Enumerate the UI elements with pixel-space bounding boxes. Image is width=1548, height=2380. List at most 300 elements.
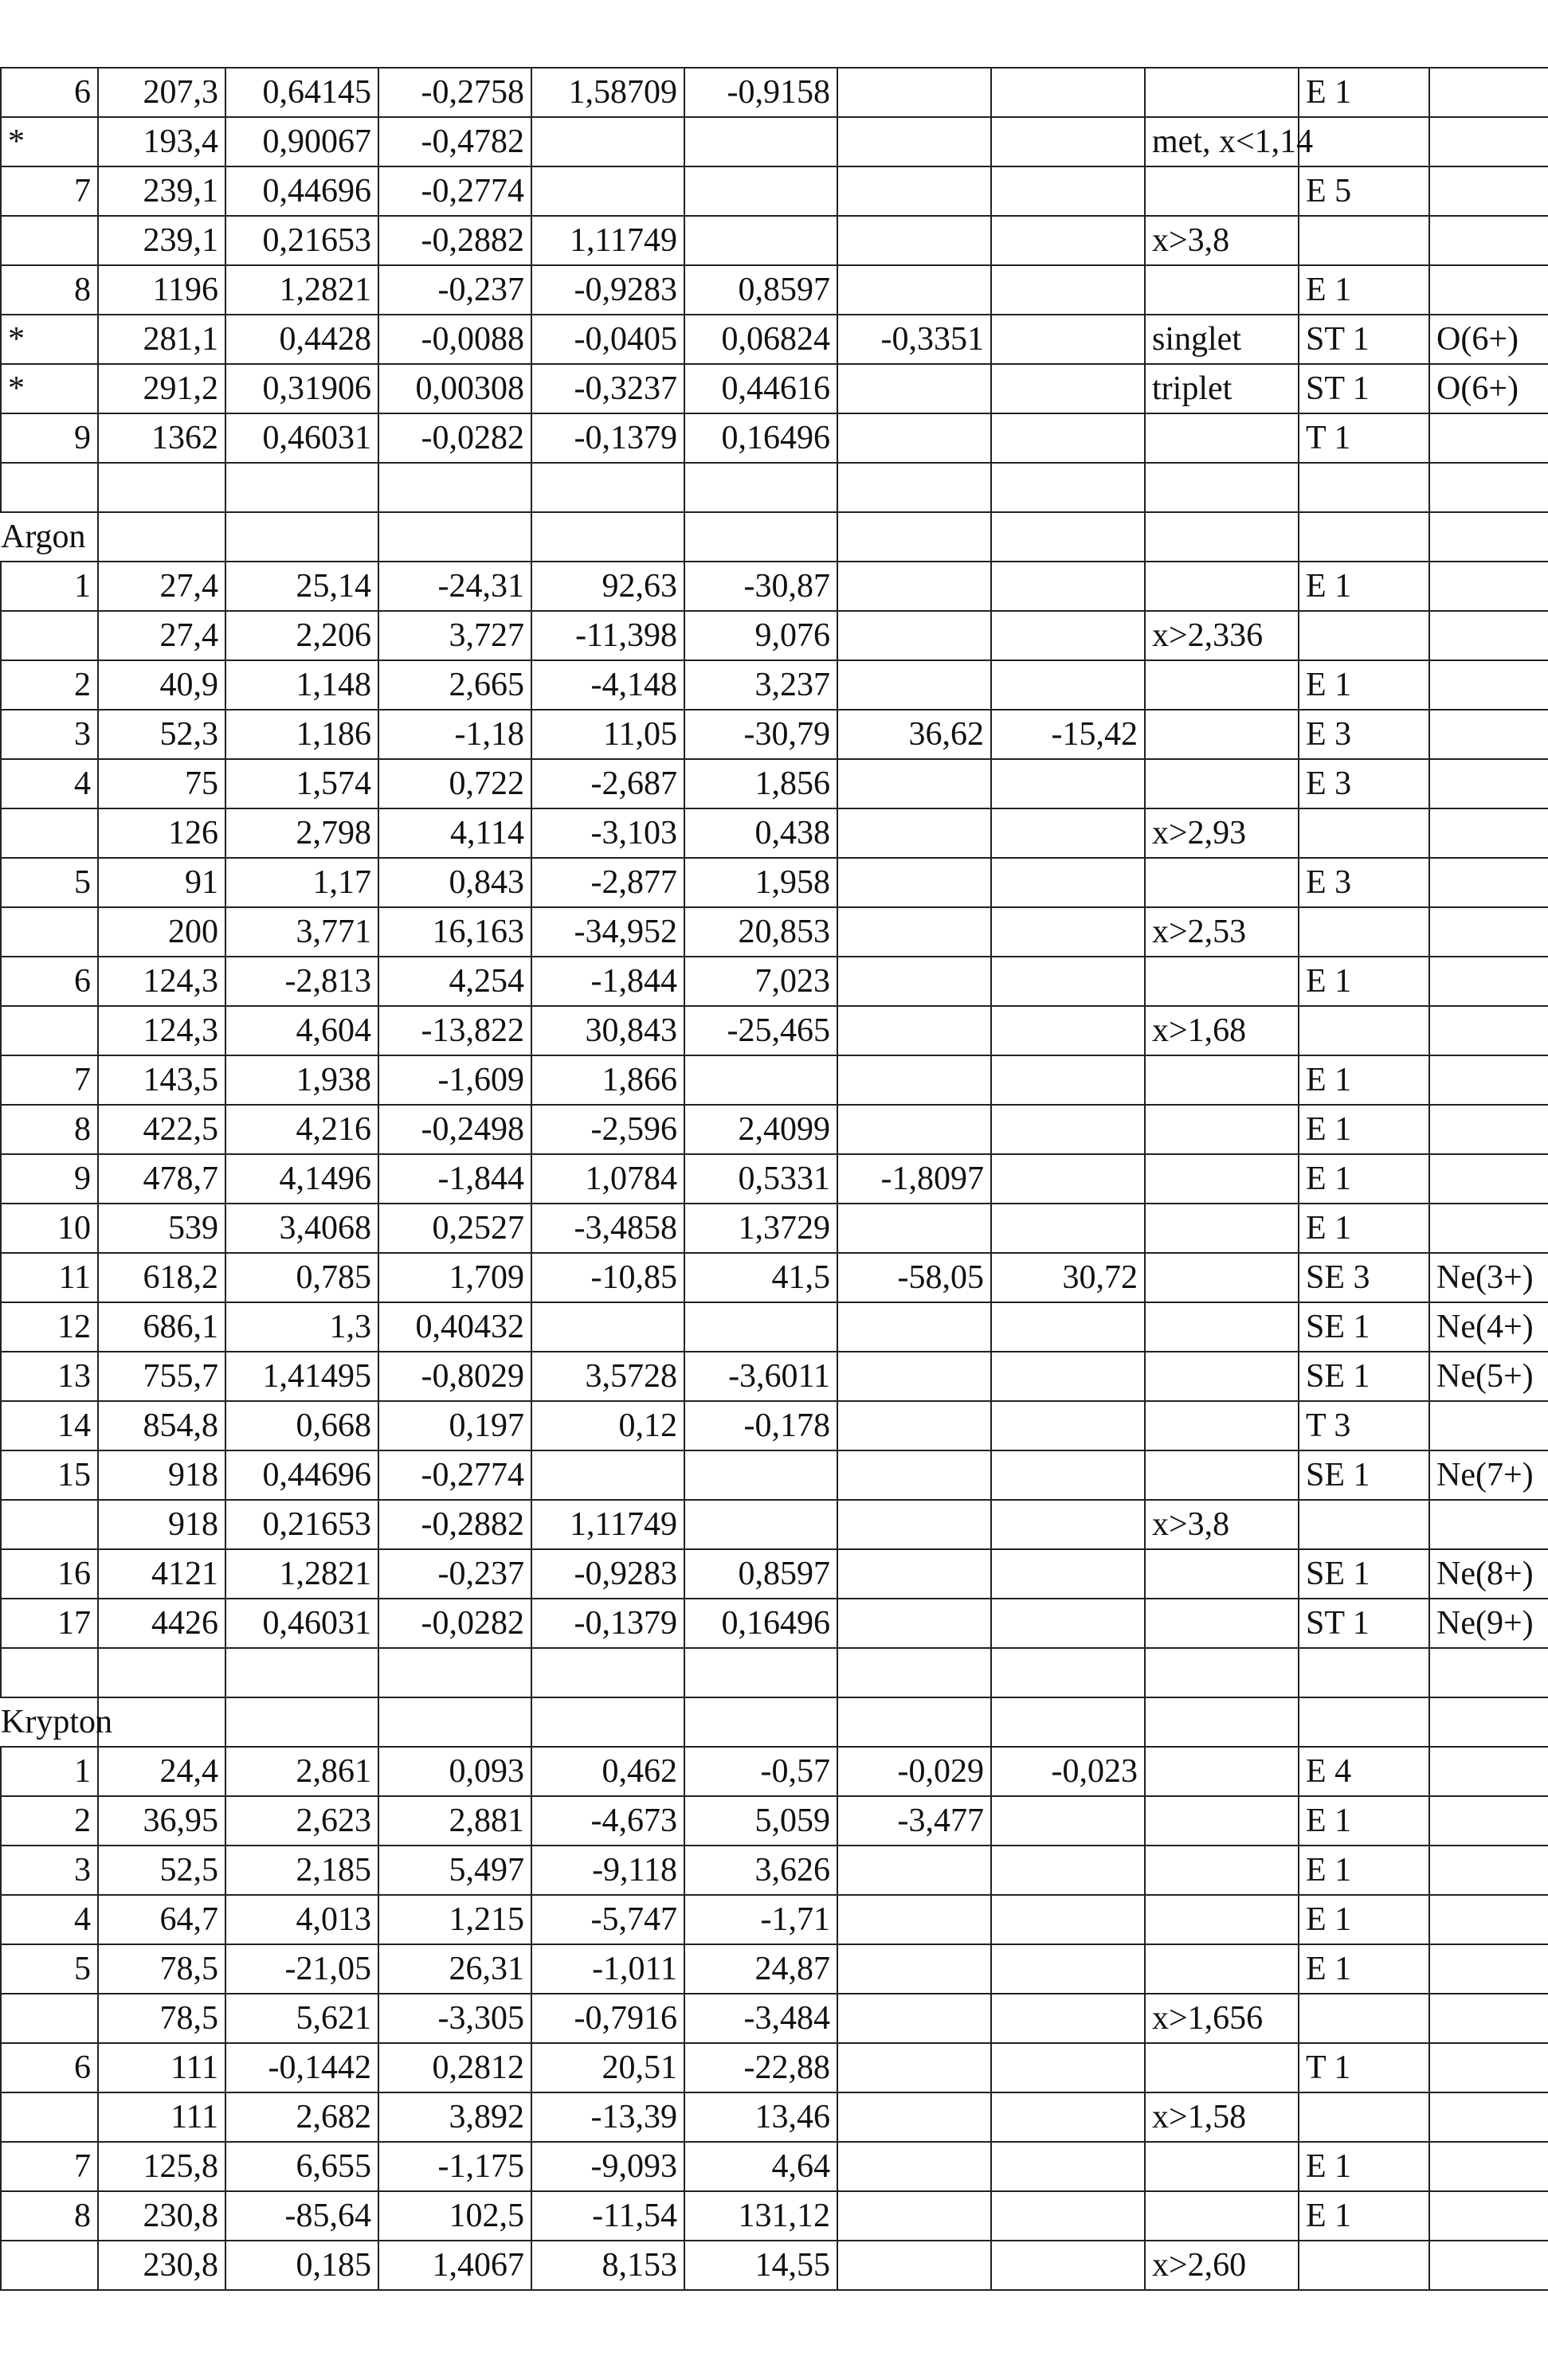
table-cell (1145, 1302, 1299, 1352)
table-cell: -0,0088 (378, 315, 531, 364)
table-cell (991, 166, 1145, 216)
table-cell: -1,175 (378, 2142, 531, 2191)
table-cell (991, 1352, 1145, 1401)
table-cell: 11 (1, 1253, 98, 1302)
table-cell: -5,747 (531, 1895, 684, 1944)
table-cell (1429, 907, 1548, 957)
table-cell (1429, 562, 1548, 611)
table-cell (684, 1500, 837, 1549)
table-cell: E 3 (1299, 858, 1429, 907)
table-row (1, 710, 1548, 759)
table-cell: 193,4 (98, 117, 225, 166)
table-cell (991, 1302, 1145, 1352)
table-row (1, 660, 1548, 710)
table-cell: x>2,53 (1145, 907, 1299, 957)
table-cell: SE 1 (1299, 1549, 1429, 1599)
table-cell (1145, 759, 1299, 808)
table-cell (531, 1450, 684, 1500)
table-cell: 281,1 (98, 315, 225, 364)
table-cell (1299, 463, 1429, 512)
table-cell (837, 117, 991, 166)
table-cell (1, 808, 98, 858)
table-cell (1429, 265, 1548, 315)
table-cell (1429, 1648, 1548, 1697)
table-cell: 5,621 (225, 1994, 378, 2043)
table-cell (1, 1994, 98, 2043)
table-cell: 2 (1, 660, 98, 710)
table-cell (1, 1006, 98, 1055)
table-cell (991, 1401, 1145, 1450)
table-cell: -85,64 (225, 2191, 378, 2241)
table-cell (1429, 2043, 1548, 2092)
table-cell (991, 1697, 1145, 1747)
table-cell (1145, 1944, 1299, 1994)
table-cell (378, 512, 531, 562)
table-cell: 1,4067 (378, 2241, 531, 2290)
table-row (1, 265, 1548, 315)
table-cell (1429, 216, 1548, 265)
table-cell: E 1 (1299, 1846, 1429, 1895)
table-cell (1299, 117, 1429, 166)
table-cell: 0,21653 (225, 1500, 378, 1549)
table-cell: T 1 (1299, 413, 1429, 463)
table-cell: T 3 (1299, 1401, 1429, 1450)
table-cell (991, 265, 1145, 315)
table-cell (837, 2142, 991, 2191)
table-cell: 1,148 (225, 660, 378, 710)
table-row (1, 759, 1548, 808)
table-cell: 0,90067 (225, 117, 378, 166)
table-cell: 20,853 (684, 907, 837, 957)
table-cell (1, 2241, 98, 2290)
table-row (1, 1846, 1548, 1895)
table-cell (991, 1648, 1145, 1697)
table-cell (1145, 1401, 1299, 1450)
table-cell: 4,013 (225, 1895, 378, 1944)
data-table (0, 67, 1548, 2291)
table-cell: -1,844 (531, 957, 684, 1006)
table-cell: 1,958 (684, 858, 837, 907)
table-cell: -3,6011 (684, 1352, 837, 1401)
table-cell: x>1,58 (1145, 2092, 1299, 2142)
table-row (1, 1895, 1548, 1944)
table-cell: -15,42 (991, 710, 1145, 759)
table-cell: 17 (1, 1599, 98, 1648)
table-cell (1145, 2191, 1299, 2241)
table-cell: E 1 (1299, 2191, 1429, 2241)
table-cell: 3 (1, 710, 98, 759)
table-cell (1429, 1697, 1548, 1747)
table-cell: -21,05 (225, 1944, 378, 1994)
table-cell: x>1,656 (1145, 1994, 1299, 2043)
table-cell (378, 1648, 531, 1697)
table-cell: 7 (1, 166, 98, 216)
table-cell (684, 1648, 837, 1697)
table-cell (684, 166, 837, 216)
table-cell: 0,46031 (225, 413, 378, 463)
table-cell: 0,16496 (684, 1599, 837, 1648)
table-cell: -9,093 (531, 2142, 684, 2191)
table-cell (1299, 1994, 1429, 2043)
table-cell (1429, 413, 1548, 463)
table-cell (98, 1648, 225, 1697)
table-cell: 4121 (98, 1549, 225, 1599)
table-cell (1429, 2142, 1548, 2191)
table-cell: 2,861 (225, 1747, 378, 1796)
table-cell (991, 1204, 1145, 1253)
table-cell (991, 1895, 1145, 1944)
table-cell (1, 1500, 98, 1549)
table-row (1, 2092, 1548, 2142)
table-cell: 2,185 (225, 1846, 378, 1895)
table-cell: -0,0282 (378, 1599, 531, 1648)
table-cell (837, 1006, 991, 1055)
table-cell (98, 1697, 225, 1747)
table-cell: 0,5331 (684, 1154, 837, 1204)
table-cell: -1,71 (684, 1895, 837, 1944)
table-cell (684, 216, 837, 265)
table-cell: -0,9158 (684, 68, 837, 117)
table-cell (98, 463, 225, 512)
table-cell (1145, 1599, 1299, 1648)
table-cell (991, 1500, 1145, 1549)
table-cell: 686,1 (98, 1302, 225, 1352)
table-cell (991, 1549, 1145, 1599)
table-cell (1429, 166, 1548, 216)
section-title: Krypton (1, 1697, 98, 1747)
table-cell: -0,3351 (837, 315, 991, 364)
table-cell: 4 (1, 759, 98, 808)
table-cell: -0,2882 (378, 1500, 531, 1549)
table-cell (1145, 1796, 1299, 1846)
table-cell: -3,103 (531, 808, 684, 858)
table-cell: * (1, 315, 98, 364)
table-cell: E 1 (1299, 1105, 1429, 1154)
table-cell: 6 (1, 68, 98, 117)
table-row (1, 2191, 1548, 2241)
table-cell: -30,87 (684, 562, 837, 611)
table-cell: -0,4782 (378, 117, 531, 166)
table-cell: -0,9283 (531, 1549, 684, 1599)
table-cell: -2,687 (531, 759, 684, 808)
table-cell: -2,877 (531, 858, 684, 907)
table-cell: 14 (1, 1401, 98, 1450)
table-cell: -1,609 (378, 1055, 531, 1105)
table-cell: 0,44616 (684, 364, 837, 413)
table-cell: 5 (1, 858, 98, 907)
table-cell: 78,5 (98, 1994, 225, 2043)
table-cell: 1,215 (378, 1895, 531, 1944)
table-cell: 239,1 (98, 166, 225, 216)
table-cell (1429, 117, 1548, 166)
table-cell: 9,076 (684, 611, 837, 660)
table-cell (837, 2191, 991, 2241)
section-header-row (1, 1697, 1548, 1747)
table-cell: 1 (1, 1747, 98, 1796)
table-cell (1429, 710, 1548, 759)
table-cell (837, 1302, 991, 1352)
table-row (1, 1500, 1548, 1549)
table-row (1, 1796, 1548, 1846)
table-cell: Ne(3+) (1429, 1253, 1548, 1302)
table-cell: -0,1379 (531, 413, 684, 463)
table-cell: 1,0784 (531, 1154, 684, 1204)
table-cell (991, 1006, 1145, 1055)
table-cell (837, 1204, 991, 1253)
table-cell (1429, 1006, 1548, 1055)
table-cell (1145, 957, 1299, 1006)
table-row (1, 364, 1548, 413)
table-cell (837, 2043, 991, 2092)
table-cell: 102,5 (378, 2191, 531, 2241)
table-cell: -11,54 (531, 2191, 684, 2241)
table-cell (837, 1697, 991, 1747)
table-cell (837, 1549, 991, 1599)
table-cell: 3,5728 (531, 1352, 684, 1401)
table-cell (991, 1599, 1145, 1648)
table-cell (837, 364, 991, 413)
table-cell: 125,8 (98, 2142, 225, 2191)
table-cell (1145, 1450, 1299, 1500)
table-cell: E 4 (1299, 1747, 1429, 1796)
table-row (1, 1994, 1548, 2043)
table-cell (1429, 1846, 1548, 1895)
table-cell: 78,5 (98, 1944, 225, 1994)
table-cell: 16,163 (378, 907, 531, 957)
table-cell (1145, 1105, 1299, 1154)
table-row (1, 117, 1548, 166)
table-cell: E 1 (1299, 562, 1429, 611)
table-cell (531, 1648, 684, 1697)
table-row (1, 611, 1548, 660)
table-cell: 143,5 (98, 1055, 225, 1105)
table-cell: 25,14 (225, 562, 378, 611)
table-cell: -1,011 (531, 1944, 684, 1994)
table-cell (1429, 660, 1548, 710)
table-cell: 3,892 (378, 2092, 531, 2142)
table-cell (837, 463, 991, 512)
table-cell: 1,2821 (225, 265, 378, 315)
table-cell: -0,8029 (378, 1352, 531, 1401)
table-cell: 124,3 (98, 957, 225, 1006)
table-cell: 10 (1, 1204, 98, 1253)
table-cell: 52,5 (98, 1846, 225, 1895)
table-cell: -10,85 (531, 1253, 684, 1302)
table-cell (991, 1450, 1145, 1500)
table-row (1, 1105, 1548, 1154)
table-cell (684, 1302, 837, 1352)
table-cell: O(6+) (1429, 315, 1548, 364)
table-row (1, 413, 1548, 463)
table-cell (837, 413, 991, 463)
table-cell: 3,4068 (225, 1204, 378, 1253)
table-cell: 0,44696 (225, 166, 378, 216)
table-cell: 9 (1, 413, 98, 463)
table-cell (991, 117, 1145, 166)
table-cell: 1,3729 (684, 1204, 837, 1253)
table-row (1, 463, 1548, 512)
table-cell (991, 315, 1145, 364)
table-cell: 0,2527 (378, 1204, 531, 1253)
table-cell: 26,31 (378, 1944, 531, 1994)
table-row (1, 1747, 1548, 1796)
table-cell (1299, 2092, 1429, 2142)
table-cell (991, 413, 1145, 463)
table-cell: 52,3 (98, 710, 225, 759)
table-cell: 9 (1, 1154, 98, 1204)
table-cell: 422,5 (98, 1105, 225, 1154)
table-cell (837, 1895, 991, 1944)
table-cell: E 1 (1299, 1055, 1429, 1105)
table-cell: 27,4 (98, 562, 225, 611)
table-cell: 11,05 (531, 710, 684, 759)
table-cell (991, 1944, 1145, 1994)
table-cell (991, 1796, 1145, 1846)
table-cell (531, 512, 684, 562)
table-cell: 0,44696 (225, 1450, 378, 1500)
table-cell (1145, 1895, 1299, 1944)
table-row (1, 1401, 1548, 1450)
table-cell (1429, 759, 1548, 808)
table-cell: 478,7 (98, 1154, 225, 1204)
table-cell: 3,237 (684, 660, 837, 710)
table-row (1, 1648, 1548, 1697)
table-cell: 92,63 (531, 562, 684, 611)
table-cell: 15 (1, 1450, 98, 1500)
table-cell: SE 1 (1299, 1302, 1429, 1352)
table-cell (991, 1846, 1145, 1895)
table-cell (837, 1500, 991, 1549)
table-row (1, 957, 1548, 1006)
table-cell: ST 1 (1299, 364, 1429, 413)
table-cell (1145, 166, 1299, 216)
table-row (1, 1549, 1548, 1599)
table-cell: 0,785 (225, 1253, 378, 1302)
table-cell (1299, 1648, 1429, 1697)
table-cell (1, 463, 98, 512)
table-cell (225, 1697, 378, 1747)
table-cell (1145, 463, 1299, 512)
table-cell (1, 611, 98, 660)
table-cell: -1,844 (378, 1154, 531, 1204)
table-cell (684, 1697, 837, 1747)
table-cell: 3,626 (684, 1846, 837, 1895)
table-cell: 200 (98, 907, 225, 957)
table-cell (837, 1105, 991, 1154)
table-cell: 1,856 (684, 759, 837, 808)
table-cell (1145, 710, 1299, 759)
table-cell: -0,2758 (378, 68, 531, 117)
table-cell: -0,2882 (378, 216, 531, 265)
table-cell: 0,438 (684, 808, 837, 858)
table-cell (684, 1055, 837, 1105)
table-cell: T 1 (1299, 2043, 1429, 2092)
table-cell (991, 2142, 1145, 2191)
table-cell: 4,604 (225, 1006, 378, 1055)
table-cell: 16 (1, 1549, 98, 1599)
table-cell: Ne(7+) (1429, 1450, 1548, 1500)
table-row (1, 2043, 1548, 2092)
table-cell: 7 (1, 1055, 98, 1105)
table-cell (1429, 1994, 1548, 2043)
table-cell: -0,57 (684, 1747, 837, 1796)
table-cell: -24,31 (378, 562, 531, 611)
section-header-row (1, 512, 1548, 562)
table-cell: 0,4428 (225, 315, 378, 364)
table-cell: 111 (98, 2092, 225, 2142)
table-cell: 0,40432 (378, 1302, 531, 1352)
table-cell: 5,497 (378, 1846, 531, 1895)
table-cell (531, 1302, 684, 1352)
table-cell (837, 907, 991, 957)
table-cell: 1,574 (225, 759, 378, 808)
table-cell: 40,9 (98, 660, 225, 710)
table-cell: 0,093 (378, 1747, 531, 1796)
table-cell: 0,197 (378, 1401, 531, 1450)
table-cell (1429, 2191, 1548, 2241)
table-cell: 2,623 (225, 1796, 378, 1846)
table-cell (1, 2092, 98, 2142)
table-cell: 918 (98, 1500, 225, 1549)
table-cell (1429, 2241, 1548, 2290)
table-cell (684, 117, 837, 166)
table-cell: -0,2498 (378, 1105, 531, 1154)
table-cell: -58,05 (837, 1253, 991, 1302)
table-cell: 6 (1, 957, 98, 1006)
table-cell: 6 (1, 2043, 98, 2092)
table-cell (1145, 660, 1299, 710)
table-cell: -0,3237 (531, 364, 684, 413)
table-cell (991, 808, 1145, 858)
section-title: Argon (1, 512, 98, 562)
table-cell (1429, 1895, 1548, 1944)
table-cell (837, 512, 991, 562)
table-cell: -2,596 (531, 1105, 684, 1154)
table-cell (1299, 1697, 1429, 1747)
table-cell: E 3 (1299, 759, 1429, 808)
table-cell (837, 957, 991, 1006)
table-cell (991, 512, 1145, 562)
table-row (1, 1055, 1548, 1105)
table-cell (837, 2241, 991, 2290)
table-cell: 1,866 (531, 1055, 684, 1105)
table-cell: 0,462 (531, 1747, 684, 1796)
table-cell: -9,118 (531, 1846, 684, 1895)
table-cell (1145, 265, 1299, 315)
table-cell: 755,7 (98, 1352, 225, 1401)
table-cell (1145, 562, 1299, 611)
table-cell (1429, 512, 1548, 562)
table-cell: 4,64 (684, 2142, 837, 2191)
table-cell (1429, 1401, 1548, 1450)
table-cell: E 5 (1299, 166, 1429, 216)
table-cell (1145, 1154, 1299, 1204)
table-cell (225, 1648, 378, 1697)
table-cell: 36,95 (98, 1796, 225, 1846)
table-cell (1299, 512, 1429, 562)
table-cell (837, 1055, 991, 1105)
table-cell: 0,46031 (225, 1599, 378, 1648)
table-cell (1299, 611, 1429, 660)
table-cell: 4,216 (225, 1105, 378, 1154)
table-cell: 2,206 (225, 611, 378, 660)
table-cell (991, 907, 1145, 957)
table-cell: 1,709 (378, 1253, 531, 1302)
table-cell: 2,798 (225, 808, 378, 858)
table-row (1, 1154, 1548, 1204)
table-cell: 2,665 (378, 660, 531, 710)
table-cell: 36,62 (837, 710, 991, 759)
